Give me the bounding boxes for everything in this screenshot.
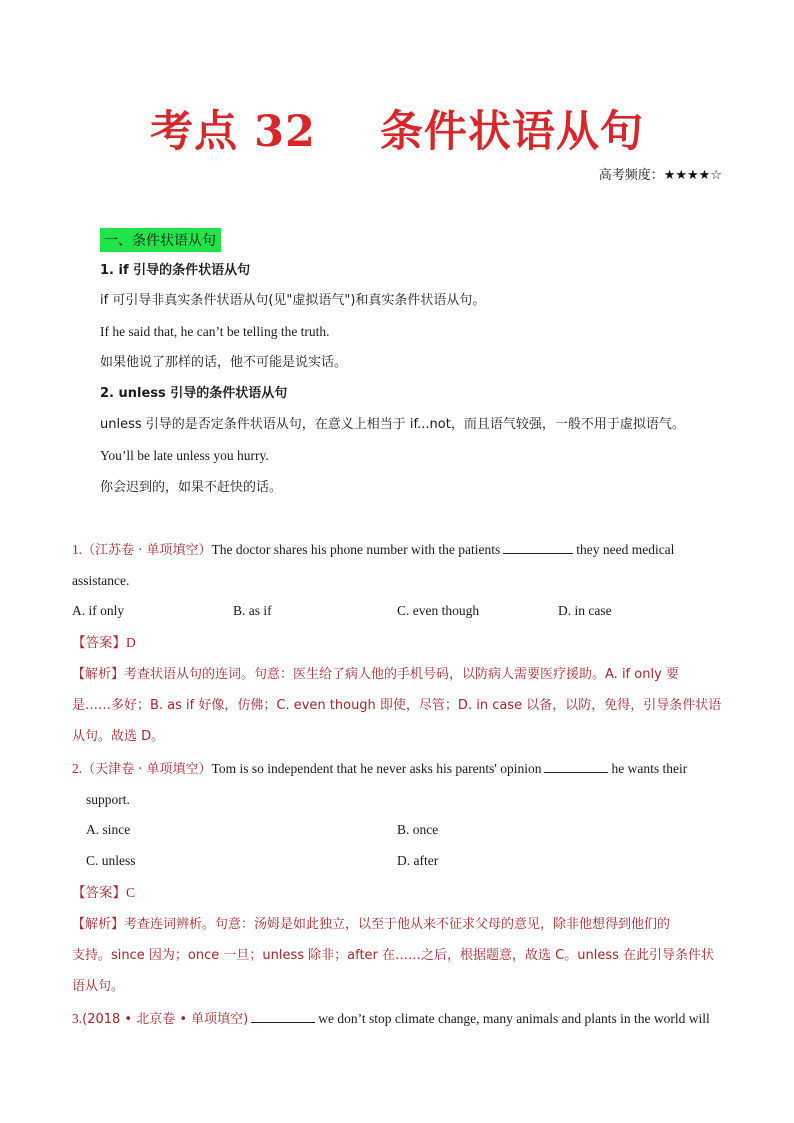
option-b: B. as if: [233, 603, 272, 618]
frequency-label: 高考频度：: [598, 168, 664, 183]
section-heading: 一、条件状语从句: [100, 228, 221, 252]
option-d: D. in case: [558, 603, 612, 618]
page-title: 考点 32 条件状语从句: [150, 107, 644, 157]
question-text: they need medical: [576, 542, 675, 557]
analysis-label: 【解析】: [72, 917, 125, 932]
question-1: [72, 541, 674, 560]
analysis-2-line-2: 支持。since 因为；once 一旦；unless 除非；after 在……之后，根据题意，故选 C。unless 在此引导条件状: [72, 948, 715, 963]
subheading-if: 1. if 引导的条件状语从句: [100, 263, 251, 278]
question-text: The doctor shares his phone number with the patients: [211, 542, 501, 557]
option-b: B. once: [397, 822, 439, 837]
analysis-text: 考查状语从句的连词。句意：医生给了病人他的手机号码，以防病人需要医疗援助。A. if only 要: [124, 667, 679, 682]
analysis-2-line-3: 语从句。: [72, 979, 125, 994]
answer-1: [72, 634, 136, 652]
option-c: C. even though: [397, 603, 480, 618]
question-number: 3.: [72, 1011, 83, 1026]
answer-label: 【答案】: [72, 885, 126, 901]
paragraph-if: if 可引导非真实条件状语从句(见"虚拟语气")和真实条件状语从句。: [100, 293, 486, 308]
analysis-1-line-2: 是……多好；B. as if 好像，仿佛；C. even though 即使，尽管；D. in case 以备，以防，免得，引导条件状语: [72, 698, 722, 713]
question-number: 2.: [72, 761, 83, 776]
example-en-unless: You’ll be late unless you hurry.: [100, 448, 269, 463]
answer-value: C: [126, 885, 136, 900]
answer-blank: [544, 760, 608, 773]
example-zh-unless: 你会迟到的，如果不赶快的话。: [100, 480, 283, 495]
question-2: [72, 760, 687, 779]
frequency-stars: ★★★★☆: [663, 168, 722, 183]
analysis-2-line-1: [72, 916, 670, 934]
option-c: C. unless: [86, 853, 136, 868]
question-1-continued: assistance.: [72, 573, 130, 588]
answer-2: [72, 884, 135, 902]
question-3: [72, 1010, 710, 1029]
analysis-1-line-3: 从句。故选 D。: [72, 729, 165, 744]
question-source: （天津卷 · 单项填空）: [82, 762, 212, 777]
answer-label: 【答案】: [72, 635, 126, 651]
subheading-unless: 2. unless 引导的条件状语从句: [100, 386, 288, 401]
answer-value: D: [126, 635, 136, 650]
paragraph-unless: unless 引导的是否定条件状语从句，在意义上相当于 if...not，而且语气较强，一般不用于虚拟语气。: [100, 417, 685, 432]
exam-frequency: [599, 164, 722, 183]
analysis-label: 【解析】: [72, 667, 125, 682]
question-text: he wants their: [611, 761, 688, 776]
analysis-1-line-1: [72, 666, 679, 684]
question-2-continued: support.: [86, 792, 130, 807]
question-text: we don’t stop climate change, many animals and plants in the world will: [318, 1011, 710, 1026]
option-a: A. since: [86, 822, 131, 837]
example-en-if: If he said that, he can’t be telling the truth.: [100, 324, 330, 339]
question-source: (2018 • 北京卷 • 单项填空): [82, 1012, 249, 1027]
answer-blank: [251, 1010, 315, 1023]
answer-blank: [503, 541, 573, 554]
example-zh-if: 如果他说了那样的话，他不可能是说实话。: [100, 355, 348, 370]
option-d: D. after: [397, 853, 439, 868]
option-a: A. if only: [72, 603, 125, 618]
analysis-text: 考查连词辨析。句意：汤姆是如此独立，以至于他从来不征求父母的意见，除非他想得到他们的: [124, 917, 671, 932]
question-text: Tom is so independent that he never asks his parents' opinion: [211, 761, 542, 776]
question-source: （江苏卷 · 单项填空）: [82, 543, 212, 558]
question-number: 1.: [72, 542, 83, 557]
